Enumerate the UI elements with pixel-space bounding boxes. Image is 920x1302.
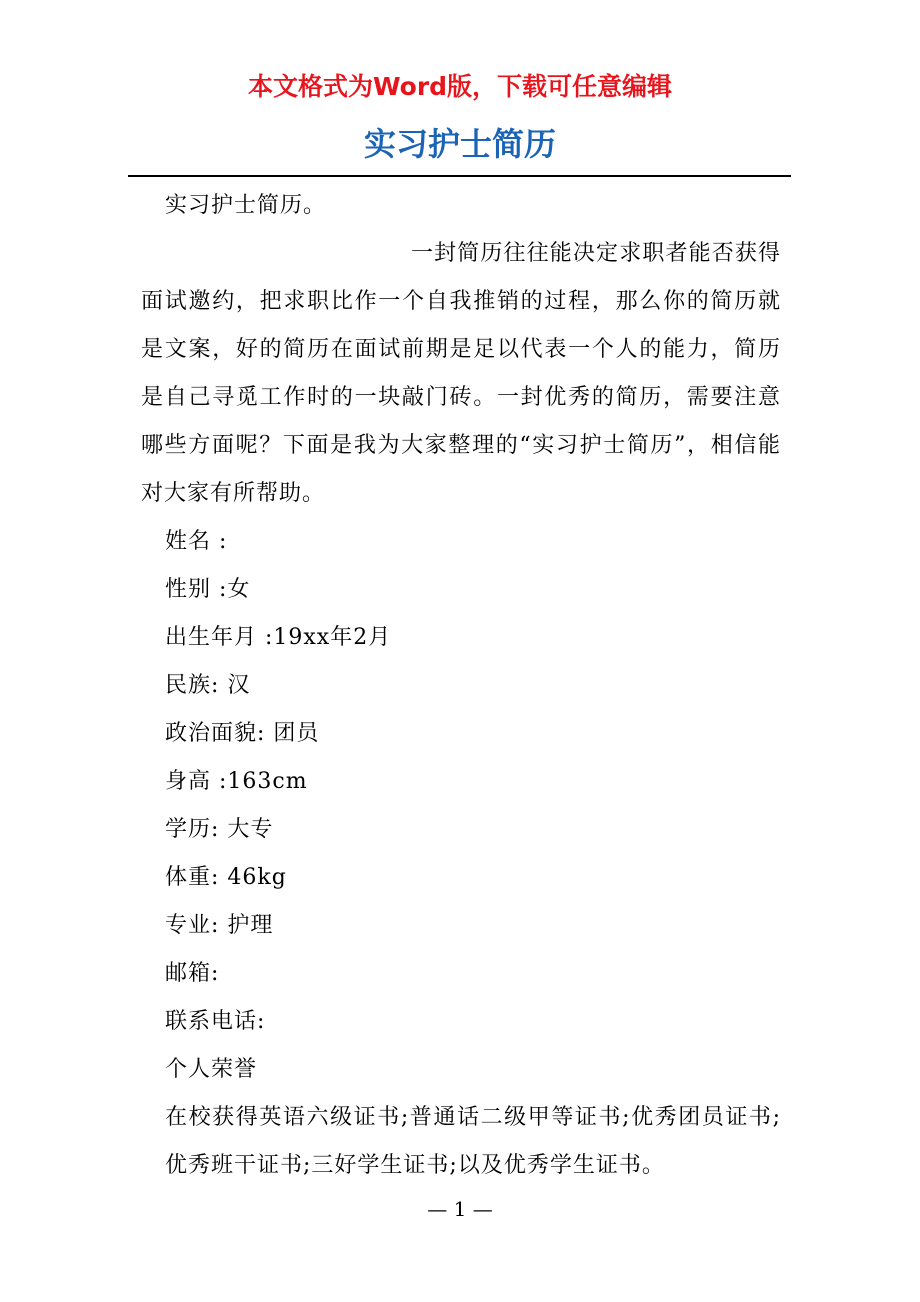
field-gender: 性别 :女 bbox=[165, 577, 251, 602]
field-major: 专业: 护理 bbox=[165, 913, 274, 938]
field-political-status: 政治面貌: 团员 bbox=[165, 721, 320, 746]
honors-heading: 个人荣誉 bbox=[165, 1057, 258, 1082]
field-phone: 联系电话: bbox=[165, 1009, 266, 1034]
field-education: 学历: 大专 bbox=[165, 817, 274, 842]
field-height: 身高 :163cm bbox=[165, 769, 308, 794]
field-email: 邮箱: bbox=[165, 961, 220, 986]
document-body bbox=[141, 182, 781, 1190]
field-ethnicity: 民族: 汉 bbox=[165, 673, 251, 698]
intro-paragraph: 一封简历往往能决定求职者能否获得面试邀约，把求职比作一个自我推销的过程，那么你的简历就是文案，好的简历在面试前期是足以代表一个人的能力，简历是自己寻觅工作时的一块敲门砖。一封优秀的简历，需要注意哪些方面呢？下面是我为大家整理的“实习护士简历”，相信能对大家有所帮助。 bbox=[141, 241, 781, 506]
field-birth: 出生年月 :19xx年2月 bbox=[165, 625, 392, 650]
intro-heading: 实习护士简历。 bbox=[165, 193, 327, 218]
field-name: 姓名 : bbox=[165, 529, 228, 554]
field-weight: 体重: 46kg bbox=[165, 865, 287, 890]
honors-paragraph: 在校获得英语六级证书;普通话二级甲等证书;优秀团员证书;优秀班干证书;三好学生证书;以及优秀学生证书。 bbox=[165, 1105, 781, 1178]
page-number: — 1 — bbox=[427, 1197, 493, 1221]
header-divider bbox=[128, 175, 791, 177]
document-title: 实习护士简历 bbox=[363, 125, 556, 163]
download-banner: 本文格式为Word版，下载可任意编辑 bbox=[247, 72, 673, 101]
